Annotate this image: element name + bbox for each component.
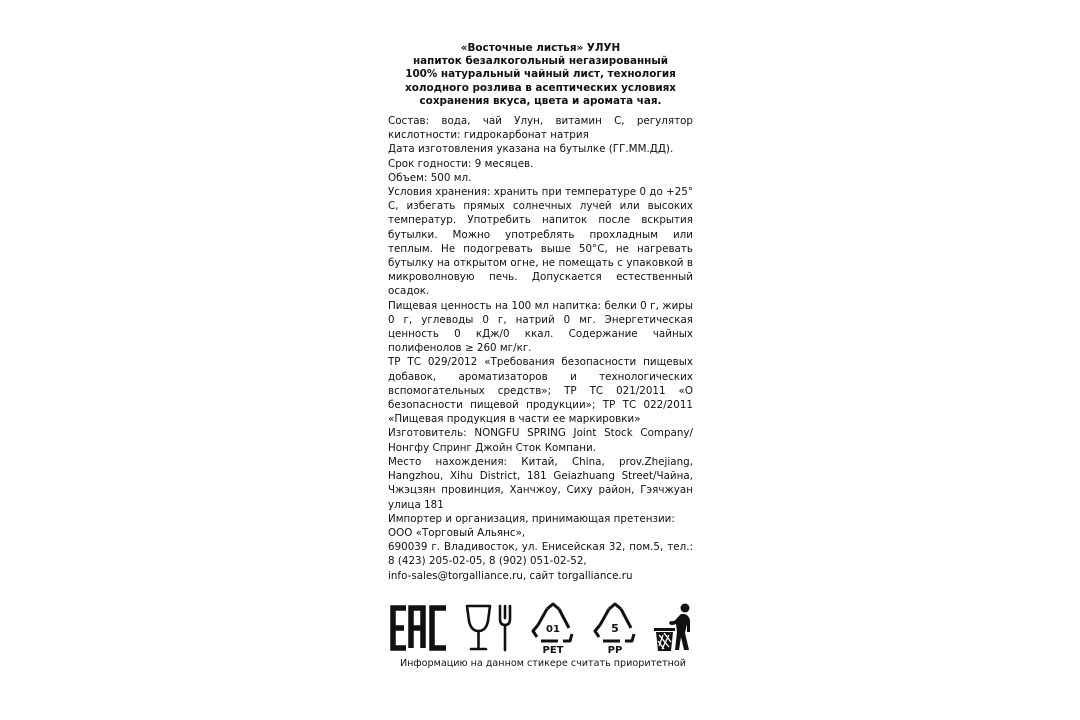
eac-mark-icon [388, 604, 452, 652]
title-line: 100% натуральный чайный лист, технология [405, 68, 676, 81]
recycle-material: PP [607, 645, 623, 655]
importer-address: 690039 г. Владивосток, ул. Енисейская 32, пом.5, тел.: 8 (423) 205-02-05, 8 (902) 051-02-52, [388, 541, 693, 568]
manufacturer-address: Место нахождения: Китай, China, prov.Zhejiang, Hangzhou, Xihu District, 181 Geiazhuang Street/Чайна, Чжэцзян провинция, Ханчжоу, Сиху район, Гэячжуан улица 181 [388, 455, 693, 511]
production-date: Дата изготовления указана на бутылке (ГГ.ММ.ДД). [388, 143, 674, 156]
recycle-pp-icon [590, 601, 640, 655]
product-title [388, 42, 693, 108]
eac-mark-text: EAC [388, 604, 390, 605]
storage-conditions: Условия хранения: хранить при температуре 0 до +25° С, избегать прямых солнечных лучей или высоких температур. Употребить напиток после вскрытия бутылки. Можно употреблять прохладным или теплым. Не подогревать выше 50°С, не нагревать бутылку на открытом огне, не помещать с упаковкой в микроволновую печь. Допускается естественный осадок. [388, 186, 694, 298]
product-label [388, 42, 693, 583]
priority-notice: Информацию на данном стикере считать приоритетной [399, 658, 687, 669]
title-line: напиток безалкогольный негазированный [412, 55, 669, 68]
manufacturer: Изготовитель: NONGFU SPRING Joint Stock Company/Нонгфу Спринг Джойн Сток Компани. [388, 427, 693, 454]
title-line: холодного розлива в асептических условиях [405, 81, 676, 94]
volume: Объем: 500 мл. [388, 171, 472, 184]
title-line: «Восточные листья» УЛУН [460, 42, 621, 54]
recycle-code: 01 [546, 624, 560, 635]
shelf-life: Срок годности: 9 месяцев. [388, 157, 534, 170]
recycle-material: PET [542, 645, 564, 655]
importer-name: ООО «Торговый Альянс», [388, 526, 526, 539]
importer-contacts: info-sales@torgalliance.ru, сайт torgalliance.ru [388, 569, 633, 582]
glass-fork-icon [464, 603, 516, 653]
regulations: ТР ТС 029/2012 «Требования безопасности пищевых добавок, ароматизаторов и технологических вспомогательных средств»; ТР ТС 021/2011 «О безопасности пищевой продукции»; ТР ТС 022/2011 «Пищевая продукция в части ее маркировки» [388, 356, 693, 426]
recycle-pet-icon [528, 601, 578, 655]
composition: Состав: вода, чай Улун, витамин С, регулятор кислотности: гидрокарбонат натрия [388, 115, 693, 142]
recycle-code: 5 [611, 622, 619, 635]
label-body [388, 114, 693, 583]
certification-icons [388, 600, 698, 656]
importer-heading: Импортер и организация, принимающая претензии: [388, 512, 675, 525]
title-line: сохранения вкуса, цвета и аромата чая. [419, 94, 662, 107]
nutrition-facts: Пищевая ценность на 100 мл напитка: белки 0 г, жиры 0 г, углеводы 0 г, натрий 0 мг. Энергетическая ценность 0 кДж/0 ккал. Содержание чайных полифенолов ≥ 260 мг/кг. [388, 299, 693, 355]
tidyman-bin-icon [652, 602, 698, 654]
